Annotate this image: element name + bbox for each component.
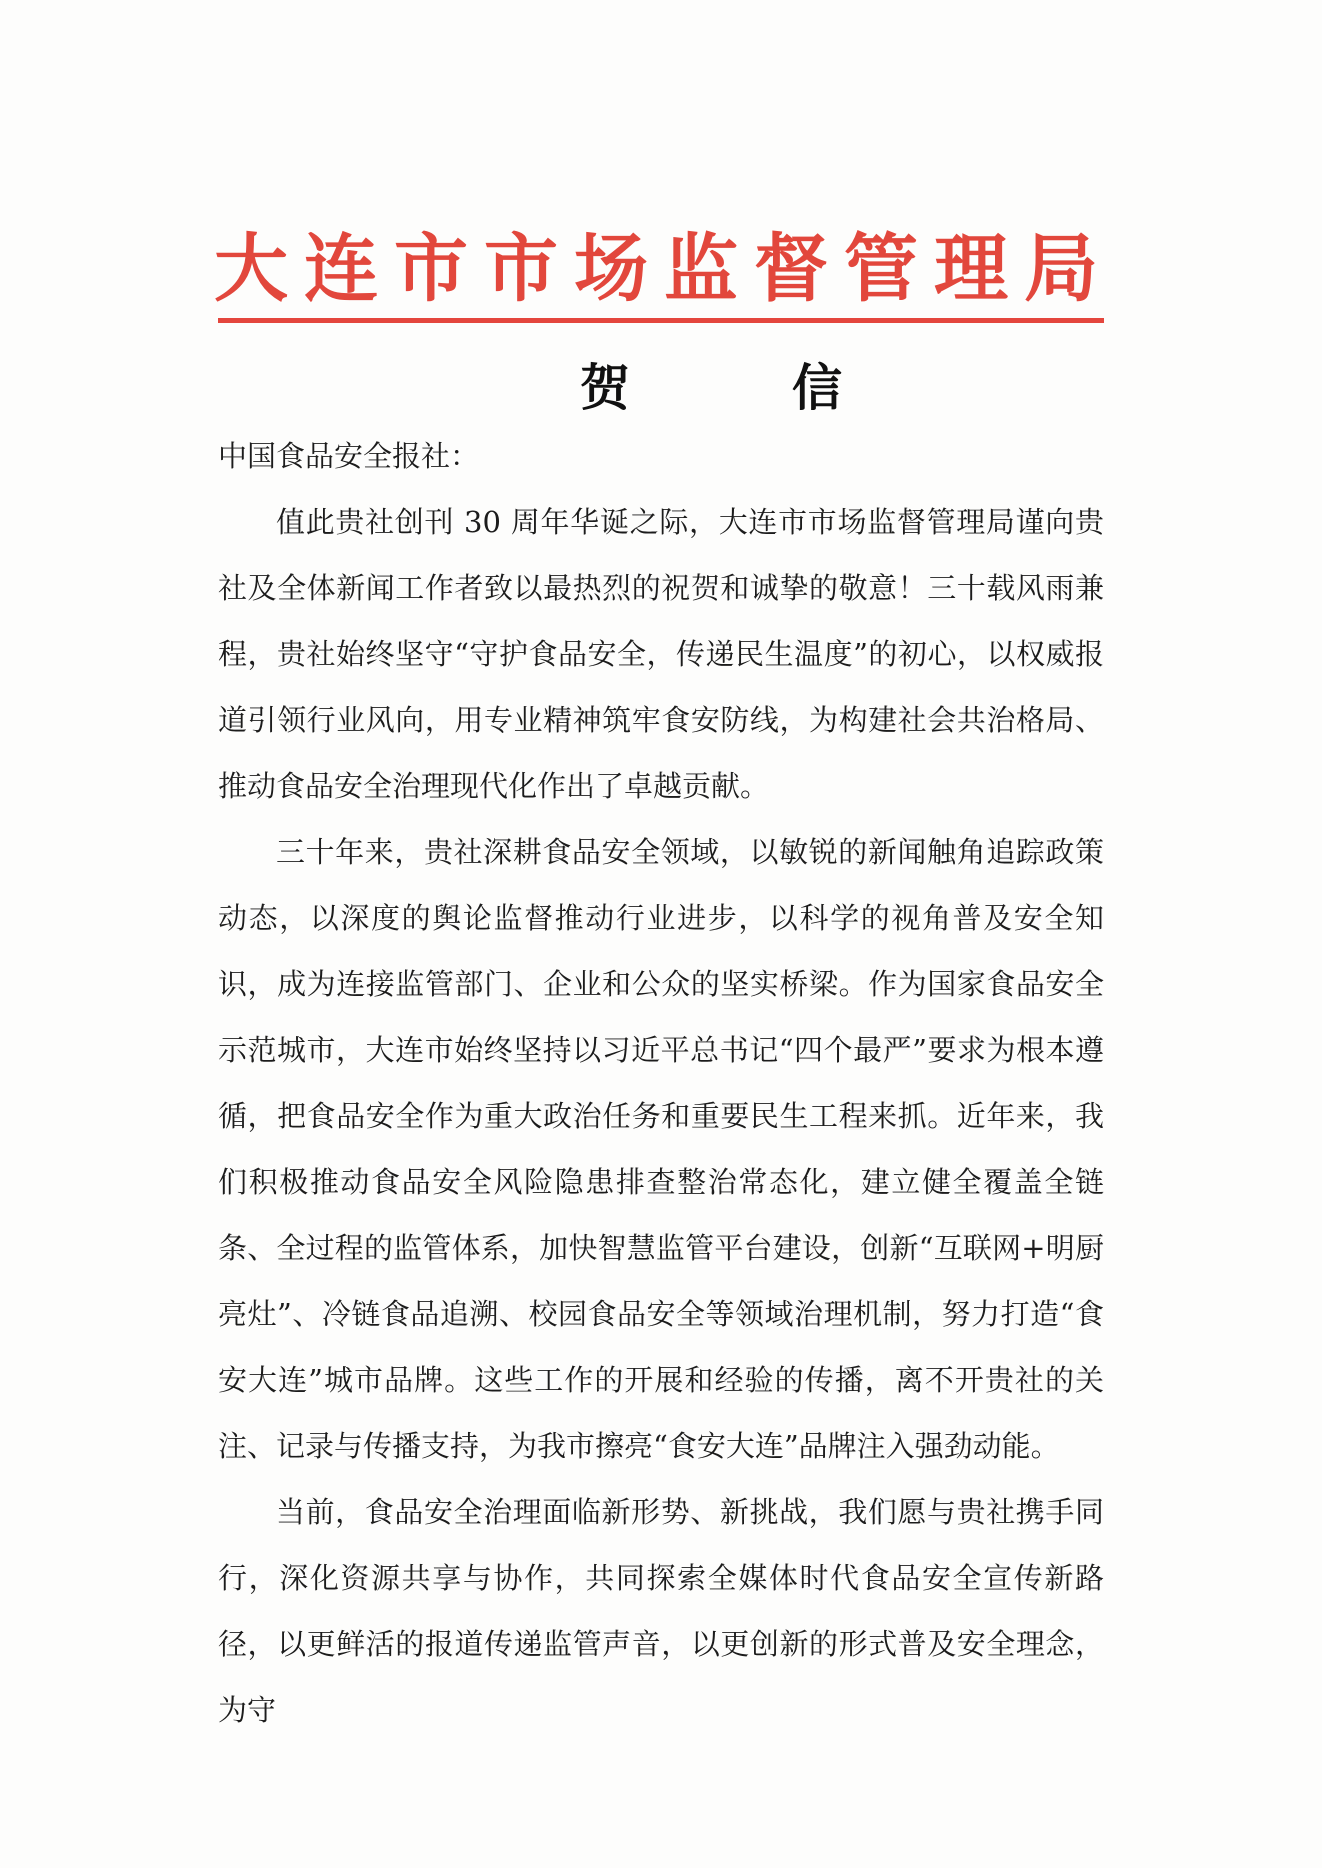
paragraph-2: 三十年来，贵社深耕食品安全领域，以敏锐的新闻触角追踪政策动态，以深度的舆论监督推动行业进步，以科学的视角普及安全知识，成为连接监管部门、企业和公众的坚实桥梁。作为国家食品安全示范城市，大连市始终坚持以习近平总书记“四个最严”要求为根本遵循，把食品安全作为重大政治任务和重要民生工程来抓。近年来，我们积极推动食品安全风险隐患排查整治常态化，建立健全覆盖全链条、全过程的监管体系，加快智慧监管平台建设，创新“互联网+明厨亮灶”、冷链食品追溯、校园食品安全等领域治理机制，努力打造“食安大连”城市品牌。这些工作的开展和经验的传播，离不开贵社的关注、记录与传播支持，为我市擦亮“食安大连”品牌注入强劲动能。 [218,835,1104,1463]
document-title: 贺 信 [580,358,842,417]
paragraph-1: 值此贵社创刊 30 周年华诞之际，大连市市场监督管理局谨向贵社及全体新闻工作者致以最热烈的祝贺和诚挚的敬意！三十载风雨兼程，贵社始终坚守“守护食品安全，传递民生温度”的初心，以权威报道引领行业风向，用专业精神筑牢食安防线，为构建社会共治格局、推动食品安全治理现代化作出了卓越贡献。 [218,505,1104,803]
salutation: 中国食品安全报社： [218,439,480,473]
paragraph-3: 当前，食品安全治理面临新形势、新挑战，我们愿与贵社携手同行，深化资源共享与协作，共同探索全媒体时代食品安全宣传新路径，以更鲜活的报道传递监管声音，以更创新的形式普及安全理念，为守 [218,1495,1104,1727]
letterhead-org-name: 大连市市场监督管理局 [214,226,1104,312]
letterhead-red-rule [218,318,1104,323]
letter-body [218,423,1104,1743]
